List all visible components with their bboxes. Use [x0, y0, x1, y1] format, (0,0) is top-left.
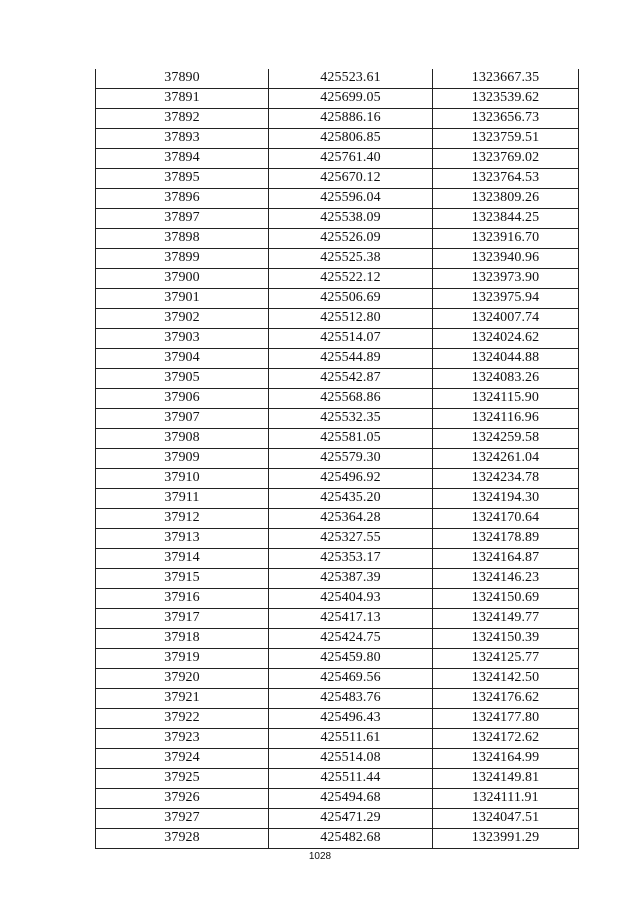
y-coordinate-cell: 1324116.96 [433, 409, 579, 429]
point-id-cell: 37921 [96, 689, 269, 709]
y-coordinate-cell: 1323940.96 [433, 249, 579, 269]
table-row [96, 349, 579, 369]
x-coordinate-cell: 425670.12 [269, 169, 433, 189]
coordinate-table [95, 69, 579, 849]
table-row [96, 109, 579, 129]
x-coordinate-cell: 425471.29 [269, 809, 433, 829]
point-id-cell: 37907 [96, 409, 269, 429]
table-row [96, 749, 579, 769]
x-coordinate-cell: 425699.05 [269, 89, 433, 109]
y-coordinate-cell: 1324142.50 [433, 669, 579, 689]
point-id-cell: 37901 [96, 289, 269, 309]
table-row [96, 689, 579, 709]
x-coordinate-cell: 425581.05 [269, 429, 433, 449]
point-id-cell: 37926 [96, 789, 269, 809]
table-row [96, 549, 579, 569]
y-coordinate-cell: 1324044.88 [433, 349, 579, 369]
x-coordinate-cell: 425761.40 [269, 149, 433, 169]
x-coordinate-cell: 425459.80 [269, 649, 433, 669]
table-row [96, 769, 579, 789]
y-coordinate-cell: 1323759.51 [433, 129, 579, 149]
x-coordinate-cell: 425568.86 [269, 389, 433, 409]
x-coordinate-cell: 425424.75 [269, 629, 433, 649]
table-row [96, 809, 579, 829]
x-coordinate-cell: 425494.68 [269, 789, 433, 809]
point-id-cell: 37909 [96, 449, 269, 469]
y-coordinate-cell: 1324176.62 [433, 689, 579, 709]
x-coordinate-cell: 425886.16 [269, 109, 433, 129]
table-row [96, 69, 579, 89]
table-row [96, 429, 579, 449]
table-row [96, 829, 579, 849]
x-coordinate-cell: 425404.93 [269, 589, 433, 609]
table-row [96, 789, 579, 809]
table-row [96, 189, 579, 209]
x-coordinate-cell: 425542.87 [269, 369, 433, 389]
y-coordinate-cell: 1324164.87 [433, 549, 579, 569]
y-coordinate-cell: 1323991.29 [433, 829, 579, 849]
point-id-cell: 37923 [96, 729, 269, 749]
point-id-cell: 37891 [96, 89, 269, 109]
y-coordinate-cell: 1324047.51 [433, 809, 579, 829]
point-id-cell: 37922 [96, 709, 269, 729]
y-coordinate-cell: 1324150.69 [433, 589, 579, 609]
y-coordinate-cell: 1323769.02 [433, 149, 579, 169]
point-id-cell: 37911 [96, 489, 269, 509]
table-row [96, 509, 579, 529]
x-coordinate-cell: 425806.85 [269, 129, 433, 149]
point-id-cell: 37896 [96, 189, 269, 209]
y-coordinate-cell: 1323975.94 [433, 289, 579, 309]
y-coordinate-cell: 1324150.39 [433, 629, 579, 649]
y-coordinate-cell: 1324170.64 [433, 509, 579, 529]
table-row [96, 729, 579, 749]
point-id-cell: 37915 [96, 569, 269, 589]
y-coordinate-cell: 1324007.74 [433, 309, 579, 329]
x-coordinate-cell: 425525.38 [269, 249, 433, 269]
y-coordinate-cell: 1324083.26 [433, 369, 579, 389]
x-coordinate-cell: 425327.55 [269, 529, 433, 549]
point-id-cell: 37920 [96, 669, 269, 689]
x-coordinate-cell: 425353.17 [269, 549, 433, 569]
y-coordinate-cell: 1323809.26 [433, 189, 579, 209]
y-coordinate-cell: 1324149.77 [433, 609, 579, 629]
x-coordinate-cell: 425387.39 [269, 569, 433, 589]
table-row [96, 469, 579, 489]
point-id-cell: 37893 [96, 129, 269, 149]
y-coordinate-cell: 1324194.30 [433, 489, 579, 509]
x-coordinate-cell: 425364.28 [269, 509, 433, 529]
y-coordinate-cell: 1323667.35 [433, 69, 579, 89]
y-coordinate-cell: 1324115.90 [433, 389, 579, 409]
point-id-cell: 37904 [96, 349, 269, 369]
point-id-cell: 37895 [96, 169, 269, 189]
x-coordinate-cell: 425544.89 [269, 349, 433, 369]
y-coordinate-cell: 1324259.58 [433, 429, 579, 449]
table-row [96, 229, 579, 249]
x-coordinate-cell: 425514.08 [269, 749, 433, 769]
y-coordinate-cell: 1323916.70 [433, 229, 579, 249]
point-id-cell: 37928 [96, 829, 269, 849]
point-id-cell: 37894 [96, 149, 269, 169]
x-coordinate-cell: 425526.09 [269, 229, 433, 249]
point-id-cell: 37892 [96, 109, 269, 129]
table-row [96, 409, 579, 429]
point-id-cell: 37918 [96, 629, 269, 649]
point-id-cell: 37914 [96, 549, 269, 569]
point-id-cell: 37906 [96, 389, 269, 409]
table-row [96, 589, 579, 609]
table-row [96, 569, 579, 589]
x-coordinate-cell: 425538.09 [269, 209, 433, 229]
table-row [96, 369, 579, 389]
table-row [96, 89, 579, 109]
point-id-cell: 37890 [96, 69, 269, 89]
table-row [96, 209, 579, 229]
table-row [96, 129, 579, 149]
y-coordinate-cell: 1324177.80 [433, 709, 579, 729]
point-id-cell: 37916 [96, 589, 269, 609]
table-row [96, 149, 579, 169]
table-row [96, 249, 579, 269]
y-coordinate-cell: 1323973.90 [433, 269, 579, 289]
x-coordinate-cell: 425511.61 [269, 729, 433, 749]
y-coordinate-cell: 1323656.73 [433, 109, 579, 129]
x-coordinate-cell: 425514.07 [269, 329, 433, 349]
point-id-cell: 37903 [96, 329, 269, 349]
x-coordinate-cell: 425523.61 [269, 69, 433, 89]
table-row [96, 449, 579, 469]
table-row [96, 489, 579, 509]
point-id-cell: 37919 [96, 649, 269, 669]
table-row [96, 329, 579, 349]
x-coordinate-cell: 425482.68 [269, 829, 433, 849]
y-coordinate-cell: 1323764.53 [433, 169, 579, 189]
y-coordinate-cell: 1324172.62 [433, 729, 579, 749]
point-id-cell: 37912 [96, 509, 269, 529]
table-row [96, 709, 579, 729]
point-id-cell: 37900 [96, 269, 269, 289]
table-row [96, 609, 579, 629]
x-coordinate-cell: 425579.30 [269, 449, 433, 469]
x-coordinate-cell: 425435.20 [269, 489, 433, 509]
y-coordinate-cell: 1324261.04 [433, 449, 579, 469]
y-coordinate-cell: 1324149.81 [433, 769, 579, 789]
x-coordinate-cell: 425522.12 [269, 269, 433, 289]
table-row [96, 629, 579, 649]
x-coordinate-cell: 425532.35 [269, 409, 433, 429]
point-id-cell: 37925 [96, 769, 269, 789]
y-coordinate-cell: 1324111.91 [433, 789, 579, 809]
y-coordinate-cell: 1324125.77 [433, 649, 579, 669]
table-row [96, 389, 579, 409]
point-id-cell: 37917 [96, 609, 269, 629]
y-coordinate-cell: 1324024.62 [433, 329, 579, 349]
y-coordinate-cell: 1323539.62 [433, 89, 579, 109]
table-row [96, 649, 579, 669]
y-coordinate-cell: 1324164.99 [433, 749, 579, 769]
x-coordinate-cell: 425483.76 [269, 689, 433, 709]
table-row [96, 529, 579, 549]
table-row [96, 289, 579, 309]
table-row [96, 669, 579, 689]
page-number: 1028 [308, 851, 332, 862]
x-coordinate-cell: 425596.04 [269, 189, 433, 209]
point-id-cell: 37924 [96, 749, 269, 769]
y-coordinate-cell: 1324146.23 [433, 569, 579, 589]
x-coordinate-cell: 425496.43 [269, 709, 433, 729]
point-id-cell: 37908 [96, 429, 269, 449]
point-id-cell: 37902 [96, 309, 269, 329]
point-id-cell: 37913 [96, 529, 269, 549]
x-coordinate-cell: 425469.56 [269, 669, 433, 689]
x-coordinate-cell: 425496.92 [269, 469, 433, 489]
point-id-cell: 37927 [96, 809, 269, 829]
point-id-cell: 37905 [96, 369, 269, 389]
table-row [96, 309, 579, 329]
table-row [96, 169, 579, 189]
point-id-cell: 37910 [96, 469, 269, 489]
y-coordinate-cell: 1324234.78 [433, 469, 579, 489]
point-id-cell: 37897 [96, 209, 269, 229]
y-coordinate-cell: 1323844.25 [433, 209, 579, 229]
point-id-cell: 37899 [96, 249, 269, 269]
x-coordinate-cell: 425512.80 [269, 309, 433, 329]
y-coordinate-cell: 1324178.89 [433, 529, 579, 549]
x-coordinate-cell: 425417.13 [269, 609, 433, 629]
table-row [96, 269, 579, 289]
coordinate-table-body [96, 69, 579, 849]
x-coordinate-cell: 425506.69 [269, 289, 433, 309]
point-id-cell: 37898 [96, 229, 269, 249]
x-coordinate-cell: 425511.44 [269, 769, 433, 789]
